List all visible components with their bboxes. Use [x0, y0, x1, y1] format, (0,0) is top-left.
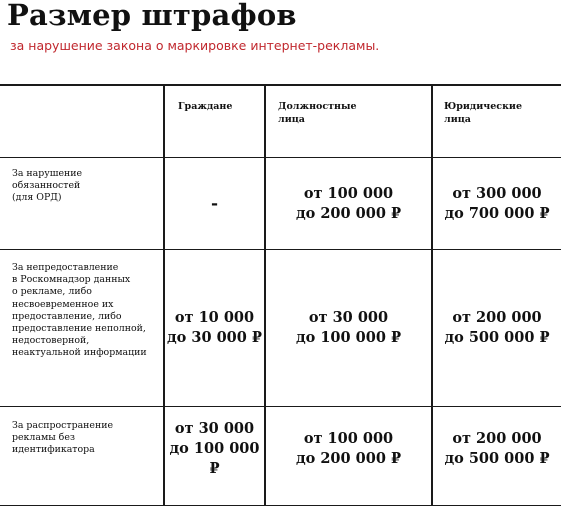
- table-cell-value: от 100 000 до 200 000 ₽: [295, 184, 402, 222]
- table-cell-value: от 10 000 до 30 000 ₽: [166, 309, 262, 346]
- table-cell-value: от 200 000 до 500 000 ₽: [444, 309, 550, 346]
- table-top-border: [0, 84, 561, 86]
- table-cell-value: от 30 000 до 100 000 ₽: [295, 309, 402, 346]
- table-cell-value: от 300 000 до 700 000 ₽: [444, 184, 550, 222]
- page-title: Размер штрафов: [7, 0, 297, 32]
- table-cell-value: -: [210, 193, 219, 214]
- row-label-ord-obligations: За нарушение обязанностей (для ОРД): [12, 168, 83, 204]
- page-subtitle: за нарушение закона о маркировке интернет-рекламы.: [10, 38, 380, 53]
- table-cell-value: от 30 000 до 100 000 ₽: [169, 420, 260, 477]
- row-label-data-not-provided: За непредоставление в Роскомнадзор данных о рекламе, либо несвоевременное их предоставление, либо предоставление неполной, недостоверной, неактуальной информации: [12, 262, 147, 359]
- column-header-officials: Должностные лица: [278, 101, 357, 125]
- column-header-legal-entities: Юридические лица: [444, 101, 523, 125]
- column-header-citizens: Граждане: [178, 101, 233, 112]
- table-cell-value: от 200 000 до 500 000 ₽: [444, 430, 550, 467]
- row-label-ads-without-id: За распространение рекламы без идентификатора: [12, 420, 114, 456]
- table-cell-value: от 100 000 до 200 000 ₽: [295, 430, 402, 467]
